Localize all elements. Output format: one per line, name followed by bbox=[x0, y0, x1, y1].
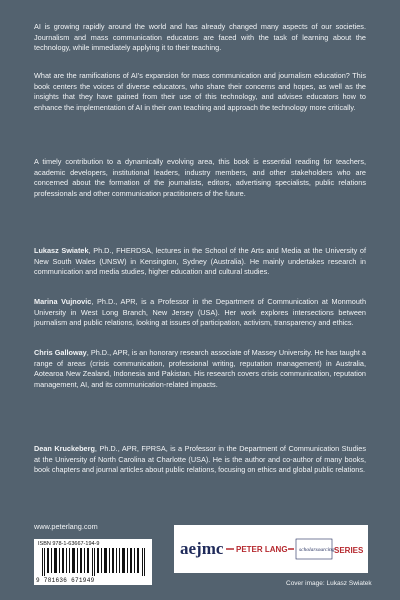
author-bio-2 bbox=[34, 297, 366, 329]
blurb-paragraph-1 bbox=[34, 22, 366, 54]
series-logo-left: aejmc bbox=[180, 539, 224, 558]
author-name: Marina Vujnovic bbox=[34, 297, 92, 306]
author-bio-1 bbox=[34, 246, 366, 278]
series-logo-middle: PETER LANG bbox=[236, 545, 288, 554]
author-bio-4 bbox=[34, 444, 366, 476]
author-name: Lukasz Swiatek bbox=[34, 246, 89, 255]
blurb-text-3: A timely contribution to a dynamically evolving area, this book is essential reading for teachers, academic developers, institutional leaders, industry members, and other stakeholders who are concerned about the formation of the journalists, editors, advertising specialists, public relations professionals and other communication practitioners of the future. bbox=[34, 157, 366, 198]
blurb-text-1: AI is growing rapidly around the world and has already changed many aspects of our societies. Journalism and mass communication educators are faced with the task of learning about the technology, while immediately applying it to their teaching. bbox=[34, 22, 366, 53]
blurb-paragraph-3 bbox=[34, 157, 366, 199]
blurb-paragraph-2 bbox=[34, 71, 366, 113]
author-bio-text: , Ph.D., APR, FPRSA, is a Professor in the Department of Communication Studies at the University of North Carolina at Charlotte (USA). He is the author and co-author of many books, book chapters and journal articles about public relations, focusing on ethics and global public relations. bbox=[34, 444, 366, 475]
author-name: Dean Kruckeberg bbox=[34, 444, 95, 453]
author-bio-text: , Ph.D., APR, is an honorary research associate of Massey University. He has taught a range of areas (crisis communication, professional writing, reputation management) in Australia, Aotearoa New Zealand, Indonesia and Pakistan. His research covers crisis communication, reputation management, AI, and its communication-related impacts. bbox=[34, 348, 366, 389]
cover-credit: Cover image: Lukasz Swiatek bbox=[286, 580, 372, 587]
barcode-icon bbox=[42, 548, 146, 576]
isbn-label: ISBN 978-1-63667-194-9 bbox=[38, 541, 100, 547]
publisher-website: www.peterlang.com bbox=[34, 522, 98, 531]
svg-text:scholarsourcing: scholarsourcing bbox=[299, 547, 335, 553]
author-bio-text: , Ph.D., FHERDSA, lectures in the School of the Arts and Media at the University of New South Wales (UNSW) in Kensington, Sydney (Australia). He mainly undertakes research in communication and media studies, higher education and cultural studies. bbox=[34, 246, 366, 277]
author-name: Chris Galloway bbox=[34, 348, 87, 357]
isbn-barcode bbox=[34, 539, 152, 585]
blurb-text-2: What are the ramifications of AI's expansion for mass communication and journalism education? This book centers the voices of diverse educators, who share their concerns and hopes, as well as the insights that they have gained from their use of this technology, and advises educators how to enhance the implementation of AI in their own teaching and approach the technology more critically. bbox=[34, 71, 366, 112]
isbn-digits: 9 781636 671949 bbox=[36, 577, 95, 584]
aejmc-peter-lang-series-logo-icon bbox=[176, 529, 366, 569]
author-bio-text: , Ph.D., APR, is a Professor in the Department of Communication at Monmouth University in West Long Branch, New Jersey (USA). Her work explores intersections between journalism and public relations, looking at issues of participation, activism, transparency and ethics. bbox=[34, 297, 366, 328]
series-logo bbox=[174, 525, 368, 573]
series-logo-right: SERIES bbox=[334, 546, 364, 555]
author-bio-3 bbox=[34, 348, 366, 390]
